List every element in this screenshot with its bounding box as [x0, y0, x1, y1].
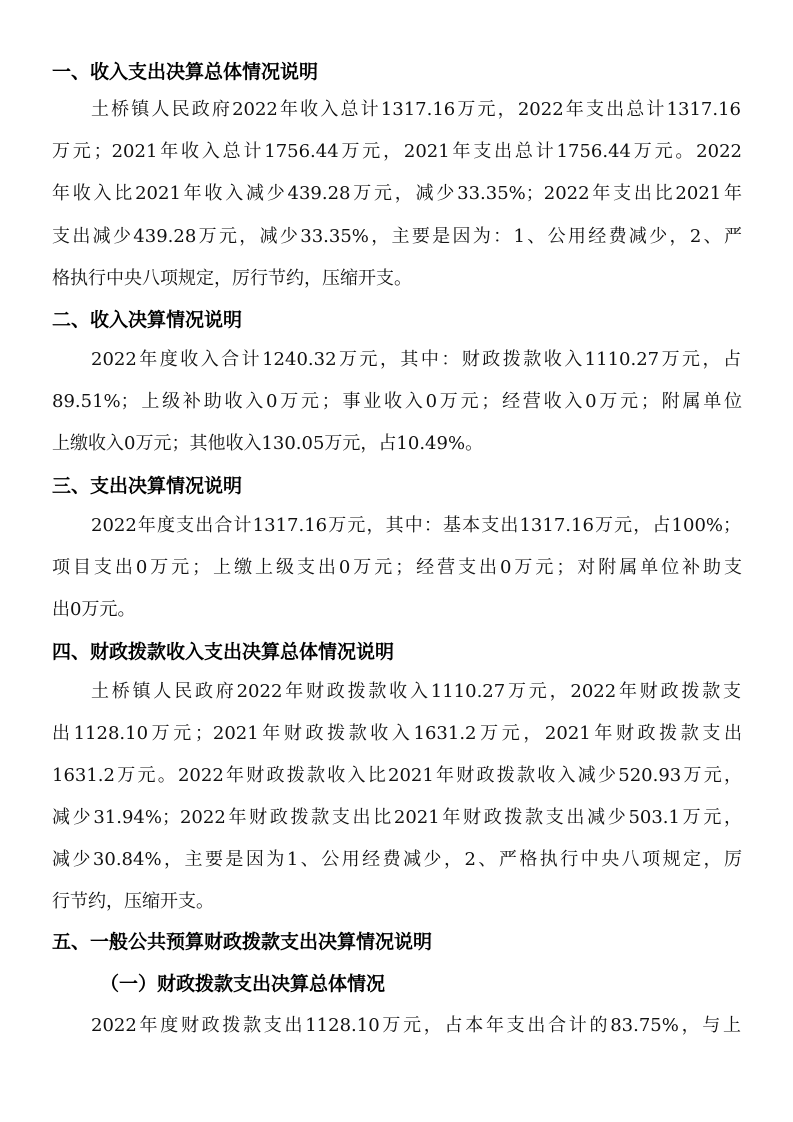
paragraph-line: 减少30.84%，主要是因为1、公用经费减少，2、严格执行中央八项规定，厉	[52, 849, 742, 870]
section-heading-3: 三、支出决算情况说明	[52, 475, 243, 497]
paragraph-line: 项目支出0万元；上缴上级支出0万元；经营支出0万元；对附属单位补助支	[52, 557, 742, 578]
paragraph-line: 出1128.10万元；2021年财政拨款收入1631.2万元，2021年财政拨款支出	[52, 723, 742, 744]
paragraph-line: 89.51%；上级补助收入0万元；事业收入0万元；经营收入0万元；附属单位	[52, 391, 742, 412]
section-heading-5: 五、一般公共预算财政拨款支出决算情况说明	[52, 931, 433, 953]
paragraph-line: 2022年度财政拨款支出1128.10万元，占本年支出合计的83.75%，与上	[91, 1015, 741, 1036]
section-heading-2: 二、收入决算情况说明	[52, 309, 243, 331]
paragraph-line: 土桥镇人民政府2022年收入总计1317.16万元，2022年支出总计1317.16	[91, 99, 741, 120]
paragraph-line: 格执行中央八项规定，厉行节约，压缩开支。	[52, 268, 412, 289]
paragraph-line: 万元；2021年收入总计1756.44万元，2021年支出总计1756.44万元。2022	[52, 141, 742, 162]
section-heading-1: 一、收入支出决算总体情况说明	[52, 61, 319, 83]
paragraph-line: 土桥镇人民政府2022年财政拨款收入1110.27万元，2022年财政拨款支	[91, 681, 741, 702]
paragraph-line: 支出减少439.28万元，减少33.35%，主要是因为：1、公用经费减少，2、严	[52, 226, 742, 247]
paragraph-line: 出0万元。	[52, 599, 136, 620]
paragraph-line: 2022年度支出合计1317.16万元，其中：基本支出1317.16万元，占100%；	[91, 515, 741, 536]
paragraph-line: 年收入比2021年收入减少439.28万元，减少33.35%；2022年支出比2021年	[52, 183, 742, 204]
paragraph-line: 2022年度收入合计1240.32万元，其中：财政拨款收入1110.27万元，占	[91, 349, 741, 370]
paragraph-line: 减少31.94%；2022年财政拨款支出比2021年财政拨款支出减少503.1万元，	[52, 807, 742, 828]
paragraph-line: 1631.2万元。2022年财政拨款收入比2021年财政拨款收入减少520.93万元，	[52, 765, 742, 786]
section-heading-4: 四、财政拨款收入支出决算总体情况说明	[52, 641, 395, 663]
section-subheading: （一）财政拨款支出决算总体情况	[100, 973, 386, 995]
paragraph-line: 行节约，压缩开支。	[52, 891, 214, 912]
paragraph-line: 上缴收入0万元；其他收入130.05万元，占10.49%。	[52, 433, 484, 454]
